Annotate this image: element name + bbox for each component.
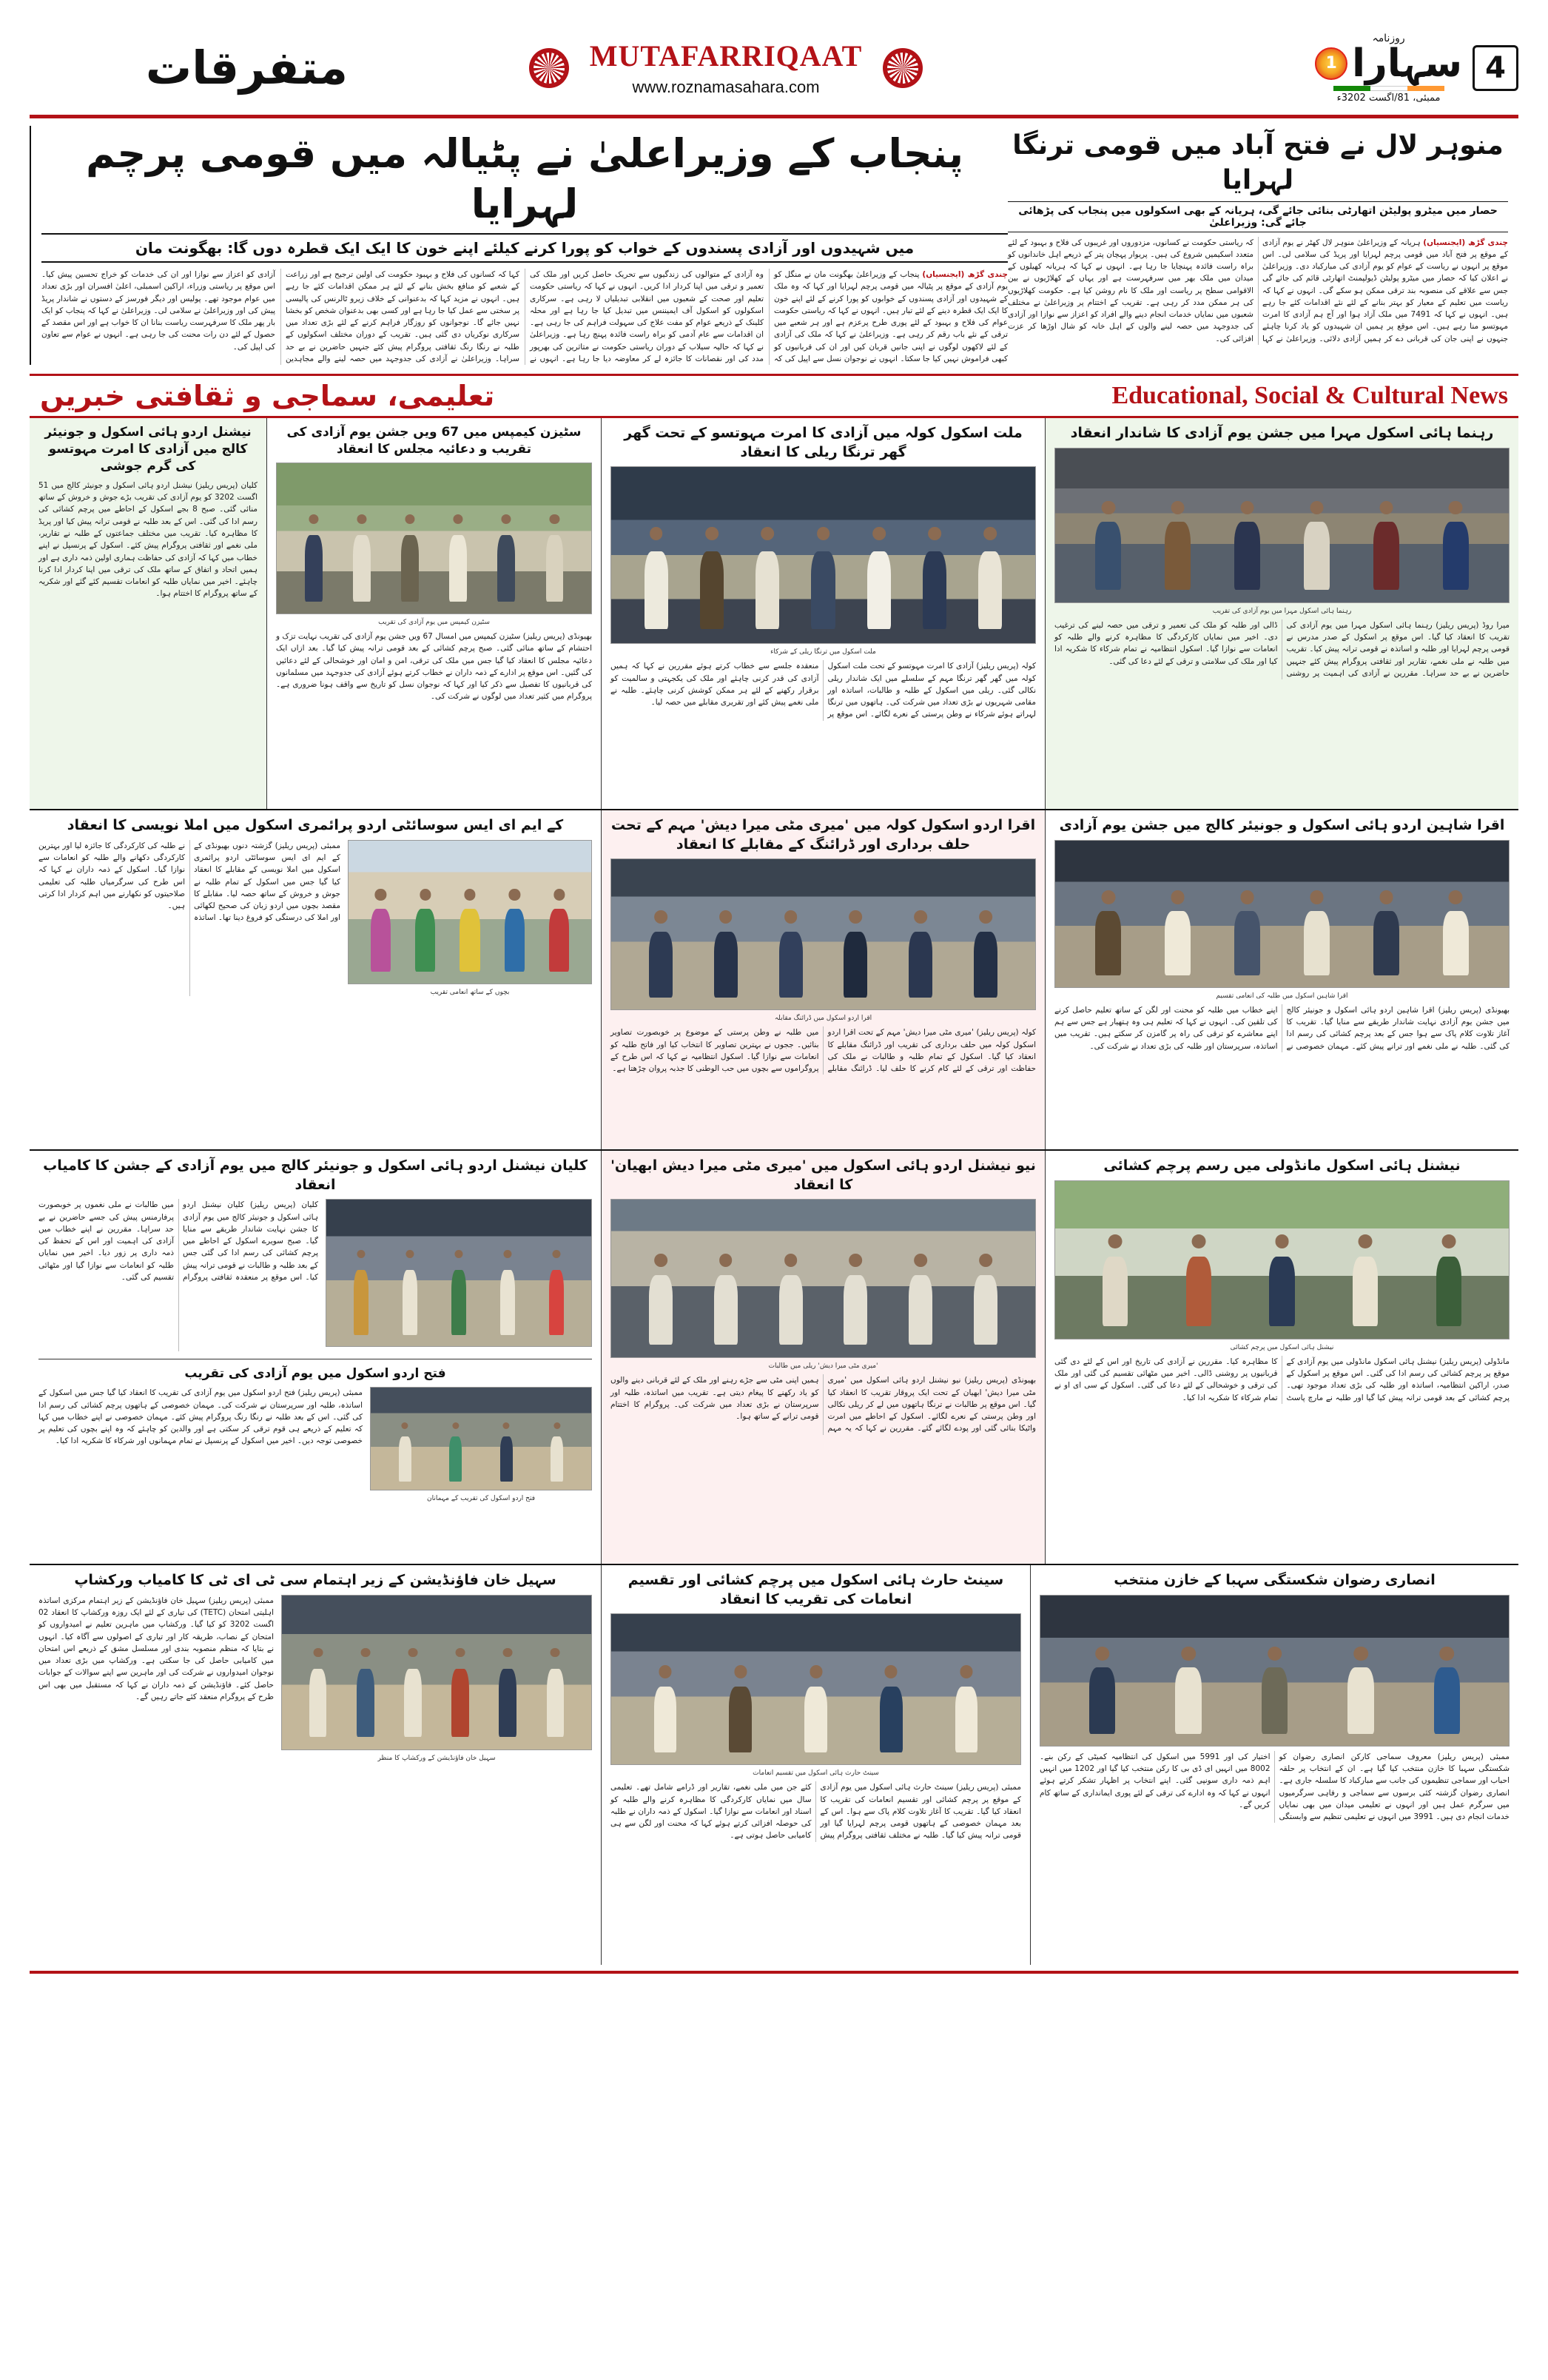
side-story-headline: منوہر لال نے فتح آباد میں قومی ترنگا لہرایا	[1012, 130, 1504, 195]
issue-date: ممبئی، 18/اگست 2023ء	[1336, 92, 1441, 104]
story-photo	[348, 840, 592, 984]
story-photo	[610, 858, 1036, 1010]
newspaper-logo	[1315, 33, 1462, 104]
story-photo	[1054, 840, 1510, 988]
story-body: کلیان (پریس ریلیز) نیشنل اردو ہائی اسکول و جونیئر کالج میں 15 اگست 2023 کو یوم آزادی کی تقریب بڑے جوش و خروش کے ساتھ منائی گئی۔ صبح 8 بجے اسکول کے احاطے میں پرچم کشائی کی رسم ادا کی گئی۔ اس کے بعد طلبہ نے قومی ترانہ پیش کیا اور پریڈ کا مظاہرہ کیا۔ تقریب میں مختلف جماعتوں کے طلبہ نے تقاریر، ملی نغمے اور ثقافتی پروگرام پیش کئے۔ اسکول کے پرنسپل نے اپنے خطاب میں کہا کہ آزادی کی حفاظت ہماری اولین ذمہ داری ہے اور ہمیں اتحاد و اتفاق کے ساتھ ملک کی ترقی میں اپنا کردار ادا کرنا چاہئے۔ اخیر میں نمایاں طلبہ کو انعامات تقسیم کئے گئے اور شکریہ کے ساتھ پروگرام کا اختتام ہوا۔	[38, 480, 258, 599]
story-card-saint-harith	[601, 1565, 1030, 1965]
story-body: کولہ (پریس ریلیز) آزادی کا امرت مہوتسو کے تحت ملت اسکول کولہ میں گھر گھر ترنگا مہم کے سلسلے میں ایک شاندار ریلی نکالی گئی۔ ریلی میں اسکول کے طلبہ و طالبات، اساتذہ اور مقامی شہریوں نے بڑی تعداد میں شرکت کی۔ ہاتھوں میں ترنگا لہراتے ہوئے شرکاء نے وطن پرستی کے نعرے لگائے۔ اس موقع پر منعقدہ جلسے سے خطاب کرتے ہوئے مقررین نے کہا کہ ہمیں آزادی کی قدر کرنی چاہئے اور ملک کی یکجہتی و سالمیت کو برقرار رکھنے کے لئے ہر ممکن کوشش کرنی چاہئے۔ طلبہ نے ملی نغمے پیش کئے اور تقریری مقابلے میں حصہ لیا۔	[610, 662, 1036, 719]
photo-people	[337, 1250, 580, 1335]
lead-story-headline: پنجاب کے وزیراعلیٰ نے پٹیالہ میں قومی پرچم لہرایا	[86, 130, 963, 227]
story-photo	[276, 463, 592, 614]
story-caption: سٹیزن کیمپس میں یوم آزادی کی تقریب	[378, 619, 490, 626]
story-photo	[610, 466, 1036, 644]
photo-people	[1059, 1647, 1490, 1734]
lead-story-subhead: میں شہیدوں اور آزادی پسندوں کے خواب کو پورا کرنے کیلئے اپنے خون کا ایک ایک قطرہ دوں گا: بھگونت مان	[41, 233, 1008, 263]
story-row-4	[30, 1565, 1518, 1965]
lead-story-dateline: چندی گڑھ (ایجنسیاں)	[922, 270, 1008, 279]
story-body: میرا روڈ (پریس ریلیز) رہنما ہائی اسکول مہرا میں یوم آزادی کی تقریب کا انعقاد کیا گیا۔ اس موقع پر اسکول کے صدر مدرس نے قومی پرچم لہرایا اور طلبہ و اساتذہ نے قومی ترانہ پیش کیا۔ تقریب میں طلبہ نے ملی نغمے، تقاریر اور ثقافتی پروگرام پیش کئے جنہیں حاضرین نے بے حد سراہا۔ مقررین نے آزادی کی اہمیت پر روشنی ڈالی اور طلبہ کو ملک کی تعمیر و ترقی میں حصہ لینے کی ترغیب دی۔ اخیر میں نمایاں کارکردگی کا مظاہرہ کرنے والے طلبہ کو انعامات سے نوازا گیا۔ اسکول انتظامیہ نے تمام شرکاء کا شکریہ ادا کیا اور ملک کی سلامتی و ترقی کے لئے دعا کی گئی۔	[1054, 620, 1510, 678]
lead-story-p3: وزیراعلیٰ نے کہا کہ حالیہ سیلاب کے دوران ریاستی حکومت نے متاثرین کی بھرپور مدد کی اور نقصانات کا جائزہ لے کر معاوضہ دیا جا رہا ہے۔ انہوں نے کہا کہ کسانوں کی فلاح و بہبود حکومت کی اولین ترجیح ہے اور زراعت کے شعبے کو منافع بخش بنانے کے لئے ہر ممکن اقدامات کئے جا رہے ہیں۔	[286, 270, 764, 363]
story-card-national-urdu-college	[30, 418, 266, 809]
side-story-subhead: حصار میں میٹرو پولیٹن اتھارٹی بنائی جائے گی، ہریانہ کے بھی اسکولوں میں پنجاب کی پڑھائی جائے گی: وزیراعلیٰ	[1008, 201, 1508, 232]
logo-top-text: روزنامہ	[1372, 32, 1405, 44]
photo-people	[627, 1665, 1004, 1752]
story-caption: سینٹ حارث ہائی اسکول میں تقسیم انعامات	[753, 1769, 879, 1778]
story-body: کلیان (پریس ریلیز) کلیان نیشنل اردو ہائی اسکول و جونیئر کالج میں یوم آزادی کا جشن نہایت شاندار طریقے سے منایا گیا۔ صبح سویرے اسکول کے احاطے میں پرچم کشائی کی رسم ادا کی گئی جس کے بعد طلبہ و طالبات نے قومی ترانہ پیش کیا۔ اس موقع پر منعقدہ ثقافتی پروگرام میں طالبات نے ملی نغموں پر خوبصورت پرفارمنس پیش کی جسے حاضرین نے بے حد سراہا۔ مقررین نے اپنے خطاب میں آزادی کی اہمیت اور اس کے تحفظ کی ذمہ داری پر زور دیا۔ اخیر میں نمایاں طلبہ کو انعامات سے نوازا گیا اور مٹھائی تقسیم کی گئی۔	[38, 1200, 318, 1282]
side-story-dateline: چندی گڑھ (ایجنسیاں)	[1423, 238, 1508, 247]
section-banner	[30, 374, 1518, 418]
story-card-millat	[601, 418, 1045, 809]
story-card-citizens-camp	[266, 418, 601, 809]
story-card-ansari-rizwan	[1030, 1565, 1518, 1965]
section-title-en: MUTAFARRIQAAT	[589, 39, 863, 73]
sun-icon: 1	[1315, 47, 1347, 80]
story-caption: 'میری مٹی میرا دیش' ریلی میں طالبات	[768, 1362, 878, 1371]
story-card-rehnuma	[1045, 418, 1518, 809]
side-story-p3: وزیراعلیٰ نے کہا کہ ریاستی حکومت نے کسانوں، مزدوروں اور غریبوں کی فلاح و بہبود کے لئے متعدد اسکیمیں شروع کی ہیں۔ پریوار پہچان پتر کے ذریعے اہل خاندانوں کو براہ راست فائدہ پہنچایا جا رہا ہے۔	[1008, 238, 1316, 343]
story-body: کولہ (پریس ریلیز) 'میری مٹی میرا دیش' مہم کے تحت اقرا اردو اسکول کولہ میں حلف برداری کی تقریب اور ڈرائنگ مقابلے کا انعقاد کیا گیا۔ اسکول کے تمام طلبہ و طالبات نے ملک کی حفاظت اور ترقی کے لئے کام کرنے کا حلف لیا۔ ڈرائنگ مقابلے میں طلبہ نے وطن پرستی کے موضوع پر خوبصورت تصاویر بنائیں۔ ججوں نے بہترین تصاویر کا انتخاب کیا اور فاتح طلبہ کو انعامات سے نوازا گیا۔ اسکول انتظامیہ نے کہا کہ اس طرح کے پروگراموں سے بچوں میں حب الوطنی کا جذبہ پروان چڑھتا ہے۔	[610, 1028, 1036, 1074]
section-banner-ur: تعلیمی، سماجی و ثقافتی خبریں	[40, 380, 495, 413]
story-card-iqra-shaheen	[1045, 810, 1518, 1149]
story-card-kalyan-national	[30, 1151, 601, 1564]
logo-wordmark: سہارا	[1352, 41, 1462, 86]
story-card-fatah-urdu	[38, 1359, 592, 1502]
masthead-left	[1104, 25, 1518, 110]
photo-people	[628, 910, 1018, 998]
lead-story-p1: وزیراعلیٰ نے کہا کہ ملک کی آزادی کے لئے لاکھوں لوگوں نے اپنی جانیں قربان کیں اور ان کی قربانیوں کو کبھی فراموش نہیں کیا جا سکتا۔ انہوں نے نوجوان نسل سے اپیل کی کہ وہ آزادی کے متوالوں کی زندگیوں سے تحریک حاصل کریں اور ملک کی تعمیر و ترقی میں اپنا کردار ادا کریں۔	[530, 270, 1008, 363]
lead-story-p6: اس موقع پر ریاستی وزراء، اراکین اسمبلی، اعلیٰ افسران اور بڑی تعداد میں عوام موجود تھے۔ پولیس اور دیگر فورسز کے دستوں نے شاندار پریڈ پیش کی اور وزیراعلیٰ نے سلامی لی۔	[41, 282, 276, 315]
story-headline: نیشنل اردو ہائی اسکول و جونیئر کالج میں آزادی کا امرت مہوتسو کی گرم جوشی	[44, 425, 252, 474]
photo-people	[628, 1254, 1018, 1345]
story-card-new-national-urdu	[601, 1151, 1045, 1564]
floral-ornament-icon	[883, 48, 923, 88]
story-caption: اقرا اردو اسکول میں ڈرائنگ مقابلہ	[774, 1015, 872, 1023]
story-photo	[326, 1199, 592, 1347]
story-body: بھیونڈی (پریس ریلیز) اقرا شاہین اردو ہائی اسکول و جونیئر کالج میں جشن یوم آزادی نہایت شاندار طریقے سے منایا گیا۔ تقریب کا آغاز تلاوت کلام پاک سے ہوا جس کے بعد پرچم کشائی کی رسم ادا کی گئی۔ طلبہ نے ملی نغمے اور ترانے پیش کئے۔ مہمان خصوصی نے اپنے خطاب میں طلبہ کو محنت اور لگن کے ساتھ تعلیم حاصل کرنے کی تلقین کی۔ انہوں نے کہا کہ تعلیم ہی وہ ہتھیار ہے جس سے ہم اپنے معاشرے کو ترقی کی راہ پر گامزن کر سکتے ہیں۔ تقریب میں اساتذہ، سرپرستان اور طلبہ کی بڑی تعداد نے شرکت کی۔	[1054, 1005, 1510, 1051]
lead-story-p5: تقریب کے دوران مختلف اسکولوں کے طلبہ نے رنگا رنگ ثقافتی پروگرام پیش کئے جنہیں حاضرین نے بے حد سراہا۔ وزیراعلیٰ نے آزادی کی جدوجہد میں حصہ لینے والے مجاہدین آزادی کو اعزاز سے نوازا اور ان کی خدمات کو خراج تحسین پیش کیا۔	[41, 270, 519, 363]
story-headline: سینٹ حارث ہائی اسکول میں پرچم کشائی اور تقسیم انعامات کی تقریب کا انعقاد	[627, 1572, 1004, 1607]
story-photo	[610, 1613, 1021, 1765]
story-headline: کلیان نیشنل اردو ہائی اسکول و جونیئر کالج میں یوم آزادی کے جشن کا کامیاب انعقاد	[43, 1157, 588, 1193]
floral-ornament-icon	[529, 48, 569, 88]
story-photo	[370, 1387, 592, 1490]
photo-people	[289, 514, 579, 602]
story-photo	[281, 1595, 592, 1750]
story-headline: ملت اسکول کولہ میں آزادی کا امرت مہوتسو کے تحت گھر گھر ترنگا ریلی کا انعقاد	[624, 425, 1023, 460]
lead-story-p2: انہوں نے کہا کہ ریاستی حکومت تعلیم اور صحت کے شعبوں میں انقلابی تبدیلیاں لا رہی ہے۔ سرکاری اسکولوں کو اسکول آف ایمیننس میں تبدیل کیا جا رہا ہے اور محلہ کلینک کے ذریعے عوام کو مفت علاج کی سہولت فراہم کی جا رہی ہے۔ ان اقدامات سے عام آدمی کو براہ راست فائدہ پہنچ رہا ہے۔	[530, 282, 764, 340]
photo-people	[1074, 890, 1491, 975]
story-card-national-high-school	[1045, 1151, 1518, 1564]
photo-people	[358, 889, 582, 972]
story-caption: ملت اسکول میں ترنگا ریلی کے شرکاء	[770, 648, 876, 656]
story-photo	[1054, 1180, 1510, 1339]
masthead	[30, 25, 1518, 118]
story-caption: بچوں کے ساتھ انعامی تقریب	[430, 988, 510, 996]
story-headline: انصاری رضوان شکستگی سہبا کے خازن منتخب	[1114, 1572, 1436, 1589]
side-story-p0: ہریانہ کے وزیراعلیٰ منوہر لال کھٹر نے یوم آزادی کے موقع پر فتح آباد میں قومی پرچم لہرایا اور پریڈ کی سلامی لی۔ اس موقع پر انہوں نے ریاست کے عوام کو یوم آزادی کی مبارکباد دی۔	[1262, 238, 1508, 272]
story-body: ممبئی (پریس ریلیز) گزشتہ دنوں بھیونڈی کے کے ایم ای ایس سوسائٹی اردو پرائمری اسکول میں املا نویسی کے مقابلے کا انعقاد کیا گیا جس میں اسکول کے تمام طلبہ نے جوش و خروش کے ساتھ حصہ لیا۔ مقابلے کا مقصد بچوں میں اردو زبان کی صحیح لکھائی اور املا کی درستگی کو فروغ دینا تھا۔ اساتذہ نے طلبہ کی کارکردگی کا جائزہ لیا اور بہترین کارکردگی دکھانے والے طلبہ کو انعامات سے نوازا گیا۔ اسکول کے ذمہ داران نے کہا کہ اس طرح کی سرگرمیاں طلبہ کی تعلیمی صلاحیتوں کو نکھارنے میں اہم کردار ادا کرتی ہیں۔	[38, 841, 340, 923]
story-caption: رہنما ہائی اسکول مہرا میں یوم آزادی کی تقریب	[1212, 607, 1352, 615]
photo-people	[628, 527, 1018, 629]
story-card-sahyog-foundation	[30, 1565, 601, 1965]
side-story-p5: تقریب کے اختتام پر وزیراعلیٰ نے مختلف شعبوں میں نمایاں خدمات انجام دینے والے افراد کو اعزاز سے نوازا اور آزادی کی جدوجہد میں حصہ لینے والوں کے اہل خانہ کو شال اوڑھا کر عزت افزائی کی۔	[1008, 298, 1253, 343]
story-headline: کے ایم ای ایس سوسائٹی اردو پرائمری اسکول میں املا نویسی کا انعقاد	[67, 817, 564, 834]
story-headline: اقرا شاہین اردو ہائی اسکول و جونیئر کالج میں جشن یوم آزادی	[1059, 817, 1505, 834]
side-story	[1008, 126, 1518, 365]
masthead-right	[30, 25, 348, 110]
story-caption: سہیل خان فاؤنڈیشن کے ورکشاپ کا منظر	[377, 1754, 496, 1762]
story-photo	[1054, 448, 1510, 603]
story-body: ممبئی (پریس ریلیز) فتح اردو اسکول میں یوم آزادی کی تقریب کا انعقاد کیا گیا جس میں اسکول کے اساتذہ، طلبہ اور سرپرستان نے شرکت کی۔ مہمان خصوصی کے ہاتھوں پرچم کشائی کی رسم ادا کی گئی۔ اس کے بعد طلبہ نے رنگا رنگ پروگرام پیش کئے۔ مہمان خصوصی نے اپنے خطاب میں کہا کہ تعلیم کے ذریعے ہی قوم ترقی کر سکتی ہے اور والدین کو چاہئے کہ وہ اپنے بچوں کی تعلیم پر خصوصی توجہ دیں۔ اخیر میں اسکول کے پرنسپل نے تمام مہمانوں اور شرکاء کا شکریہ ادا کیا۔	[38, 1388, 363, 1446]
story-card-ems-society	[30, 810, 601, 1149]
story-body: مانڈولی (پریس ریلیز) نیشنل ہائی اسکول مانڈولی میں یوم آزادی کے موقع پر پرچم کشائی کی رسم ادا کی گئی۔ اس موقع پر اسکول کے صدر، اراکین انتظامیہ، اساتذہ اور طلبہ کی بڑی تعداد موجود تھی۔ پرچم کشائی کے بعد قومی ترانہ پیش کیا گیا اور طلبہ نے مارچ پاسٹ کا مظاہرہ کیا۔ مقررین نے آزادی کی تاریخ اور اس کے لئے دی گئی قربانیوں پر روشنی ڈالی۔ اخیر میں مٹھائی تقسیم کی گئی اور ملک کی ترقی و خوشحالی کے لئے دعا کی گئی۔ اسکول کے سی ای او نے تمام شرکاء کا شکریہ ادا کیا۔	[1054, 1357, 1510, 1402]
top-news-section	[30, 126, 1518, 365]
story-body: بھیونڈی (پریس ریلیز) نیو نیشنل اردو ہائی اسکول میں 'میری مٹی میرا دیش' ابھیان کے تحت ایک پروقار تقریب کا انعقاد کیا گیا۔ اس موقع پر طالبات نے ترنگا ہاتھوں میں لے کر ریلی نکالی اور وطن پرستی کے نعرے لگائے۔ اسکول کے احاطے میں امرت واٹیکا بنائی گئی اور پودے لگائے گئے۔ مقررین نے کہا کہ یہ مہم ہمیں اپنی مٹی سے جڑے رہنے اور ملک کے لئے قربانی دینے والوں کو یاد رکھنے کا پیغام دیتی ہے۔ تقریب میں اساتذہ، طلبہ اور سرپرستان نے بڑی تعداد میں شرکت کی۔ پروگرام کا اختتام قومی ترانے کے ساتھ ہوا۔	[610, 1376, 1036, 1433]
story-photo	[610, 1199, 1036, 1358]
side-story-p2: انہوں نے کہا کہ 1947 میں ملک آزاد ہوا اور آج ہم آزادی کا امرت مہوتسو منا رہے ہیں۔ اس موقع پر ہمیں ان شہیدوں کو یاد کرنا چاہئے جنہوں نے اپنی جان کی قربانی دے کر ہمیں آزادی دلائی۔	[1262, 310, 1508, 343]
story-caption: نیشنل ہائی اسکول میں پرچم کشائی	[1230, 1343, 1334, 1351]
story-body: ممبئی (پریس ریلیز) سہیل خان فاؤنڈیشن کے زیر اہتمام مرکزی اساتذہ اہلیتی امتحان (CTET) کی تیاری کے لئے ایک روزہ ورکشاپ کا انعقاد 20 اگست 2023 کو کیا گیا۔ ورکشاپ میں ماہرین تعلیم نے امیدواروں کو امتحان کے نصاب، طریقہ کار اور تیاری کے اصولوں سے آگاہ کیا۔ انہوں نے بتایا کہ منظم منصوبہ بندی اور مسلسل مشق کے ذریعے اس امتحان میں کامیابی حاصل کی جا سکتی ہے۔ ورکشاپ میں بڑی تعداد میں نوجوان امیدواروں نے شرکت کی اور ماہرین سے اپنے سوالات کے جوابات حاصل کئے۔ فاؤنڈیشن کے ذمہ داران نے کہا کہ مستقبل میں بھی اس طرح کے پروگرام منعقد کئے جاتے رہیں گے۔	[38, 1596, 274, 1701]
tricolour-bar	[1333, 86, 1444, 91]
story-card-iqra-urdu-kola	[601, 810, 1045, 1149]
story-headline: سٹیزن کیمپس میں 76 ویں جشن یوم آزادی کی تقریب و دعائیہ مجلس کا انعقاد	[286, 425, 582, 457]
masthead-center	[348, 25, 1104, 110]
website-url[interactable]: www.roznamasahara.com	[632, 78, 820, 96]
lead-story-p0: پنجاب کے وزیراعلیٰ بھگونت مان نے منگل کو یوم آزادی کے موقع پر پٹیالہ میں قومی پرچم لہرایا اور کہا کہ وہ ملک کے شہیدوں اور آزادی پسندوں کے خوابوں کو پورا کرنے کے لئے اپنے خون کا ایک ایک قطرہ دینے کے لئے تیار ہیں۔ انہوں نے کہا کہ ریاستی حکومت عوام کی فلاح و بہبود کے لئے پوری طرح پرعزم ہے اور ہر شعبے میں ترقی کے نئے باب رقم کر رہی ہے۔	[774, 270, 1008, 340]
page-number: 4	[1473, 45, 1518, 91]
lead-story-p4: انہوں نے مزید کہا کہ بدعنوانی کے خلاف زیرو ٹالرنس کی پالیسی پر سختی سے عمل کیا جا رہا ہے اور کسی بھی بدعنوان شخص کو بخشا نہیں جائے گا۔ نوجوانوں کو روزگار فراہم کرنے کے لئے بڑی تعداد میں سرکاری نوکریاں دی گئی ہیں۔	[286, 294, 520, 340]
story-row-1	[30, 418, 1518, 810]
photo-people	[1074, 501, 1491, 591]
story-body: ممبئی (پریس ریلیز) سینٹ حارث ہائی اسکول میں یوم آزادی کے موقع پر پرچم کشائی اور تقسیم انعامات کی تقریب کا انعقاد کیا گیا۔ تقریب کا آغاز تلاوت کلام پاک سے ہوا۔ اس کے بعد مہمان خصوصی کے ہاتھوں قومی پرچم لہرایا گیا اور قومی ترانہ پیش کیا گیا۔ طلبہ نے مختلف ثقافتی پروگرام پیش کئے جن میں ملی نغمے، تقاریر اور ڈرامے شامل تھے۔ تعلیمی سال میں نمایاں کارکردگی کا مظاہرہ کرنے والے طلبہ کو اسناد اور انعامات سے نوازا گیا۔ اسکول کے ذمہ داران نے طلبہ کی حوصلہ افزائی کرتے ہوئے کہا کہ محنت اور لگن سے ہی کامیابی حاصل ہوتی ہے۔	[610, 1783, 1021, 1841]
photo-people	[295, 1648, 579, 1738]
lead-story	[30, 126, 1008, 365]
side-story-p4: انہوں نے کہا کہ ہریانہ کھیلوں کے میدان میں ملک بھر میں سرفہرست ہے اور یہاں کے کھلاڑیوں نے بین الاقوامی سطح پر ریاست اور ملک کا نام روشن کیا ہے۔ حکومت کھلاڑیوں کی ہر ممکن مدد کر رہی ہے۔	[1008, 262, 1253, 307]
section-banner-en: Educational, Social & Cultural News	[1111, 382, 1508, 410]
story-row-3	[30, 1151, 1518, 1565]
story-headline: فتح اردو اسکول میں یوم آزادی کی تقریب	[184, 1366, 446, 1382]
story-headline: اقرا اردو اسکول کولہ میں 'میری مٹی میرا دیش' مہم کے تحت حلف برداری اور ڈرائنگ کے مقابلے کا انعقاد	[610, 817, 1036, 853]
lead-story-body	[41, 269, 1008, 365]
story-headline: نیو نیشنل اردو ہائی اسکول میں 'میری مٹی میرا دیش ابھیان' کا انعقاد	[610, 1157, 1036, 1193]
story-body: بھیونڈی (پریس ریلیز) سٹیزن کیمپس میں امسال 76 ویں جشن یوم آزادی کی تقریب نہایت تزک و احتشام کے ساتھ منائی گئی۔ صبح پرچم کشائی کے بعد قومی ترانہ پیش کیا گیا۔ بعد ازاں ایک دعائیہ مجلس کا انعقاد کیا گیا جس میں ملک کی ترقی، امن و امان اور خوشحالی کے لئے دعائیں کی گئیں۔ اس موقع پر ادارے کے ذمہ داران نے خطاب کرتے ہوئے آزادی کی جدوجہد میں مسلمانوں کی قربانیوں کا تفصیل سے ذکر کیا اور کہا کہ نوجوان نسل کو تاریخ سے واقف ہونا ضروری ہے۔ پروگرام میں کثیر تعداد میں لوگوں نے شرکت کی۔	[276, 632, 592, 702]
section-title-ur: متفرقات	[145, 40, 348, 95]
story-headline: رہنما ہائی اسکول مہرا میں جشن یوم آزادی کا شاندار انعقاد	[1070, 425, 1494, 442]
story-body: ممبئی (پریس ریلیز) معروف سماجی کارکن انصاری رضوان کو شکستگی سہبا کا خازن منتخب کیا گیا ہے۔ ان کے انتخاب پر حلقہ احباب اور سماجی تنظیموں کی جانب سے مبارکباد کا سلسلہ جاری ہے۔ انصاری رضوان گزشتہ کئی برسوں سے سماجی و رفاہی سرگرمیوں میں سرگرم عمل ہیں اور انہوں نے تعلیمی میدان میں بھی نمایاں خدمات انجام دی ہیں۔ 1993 میں انہوں نے تعلیمی تنظیم سے وابستگی اختیار کی اور 1995 میں اسکول کی انتظامیہ کمیٹی کے رکن بنے۔ 2008 میں انہیں ای ڈی بی کا رکن منتخب کیا گیا اور 2021 میں انہیں اہم ذمہ داری سونپی گئی۔ اپنے انتخاب پر اظہار تشکر کرتے ہوئے انہوں نے کہا کہ وہ ادارے کی ترقی کے لئے پوری ایمانداری کے ساتھ کام کریں گے۔	[1040, 1752, 1510, 1822]
side-story-body	[1008, 237, 1508, 345]
story-caption: فتح اردو اسکول کی تقریب کے مہمانان	[427, 1495, 535, 1503]
bottom-rule	[30, 1971, 1518, 1974]
photo-people	[1074, 1234, 1491, 1326]
lead-story-p7: وزیراعلیٰ نے کہا کہ پنجاب کو ایک بار پھر ملک کا سرفہرست ریاست بنانا ان کا خواب ہے اور اس مقصد کے حصول کے لئے دن رات محنت کی جا رہی ہے۔ انہوں نے عوام سے تعاون کی اپیل کی۔	[41, 306, 275, 352]
story-headline: سہیل خان فاؤنڈیشن کے زیر اہتمام سی ٹی ای ٹی کا کامیاب ورکشاپ	[74, 1572, 556, 1589]
story-caption: اقرا شاہین اسکول میں طلبہ کی انعامی تقسیم	[1216, 992, 1348, 1000]
photo-people	[380, 1422, 582, 1482]
side-story-p1: وزیراعلیٰ نے اعلان کیا کہ حصار میں میٹرو پولیٹن ڈیولپمنٹ اتھارٹی قائم کی جائے گی جس سے علاقے کی منصوبہ بند ترقی ممکن ہو سکے گی۔ انہوں نے کہا کہ ریاست میں تعلیم کے معیار کو بہتر بنانے کے لئے نئے اقدامات کئے جا رہے ہیں۔	[1262, 262, 1508, 320]
story-headline: نیشنل ہائی اسکول مانڈولی میں رسم پرچم کشائی	[1103, 1157, 1461, 1174]
story-row-2	[30, 810, 1518, 1151]
story-photo	[1040, 1595, 1510, 1747]
